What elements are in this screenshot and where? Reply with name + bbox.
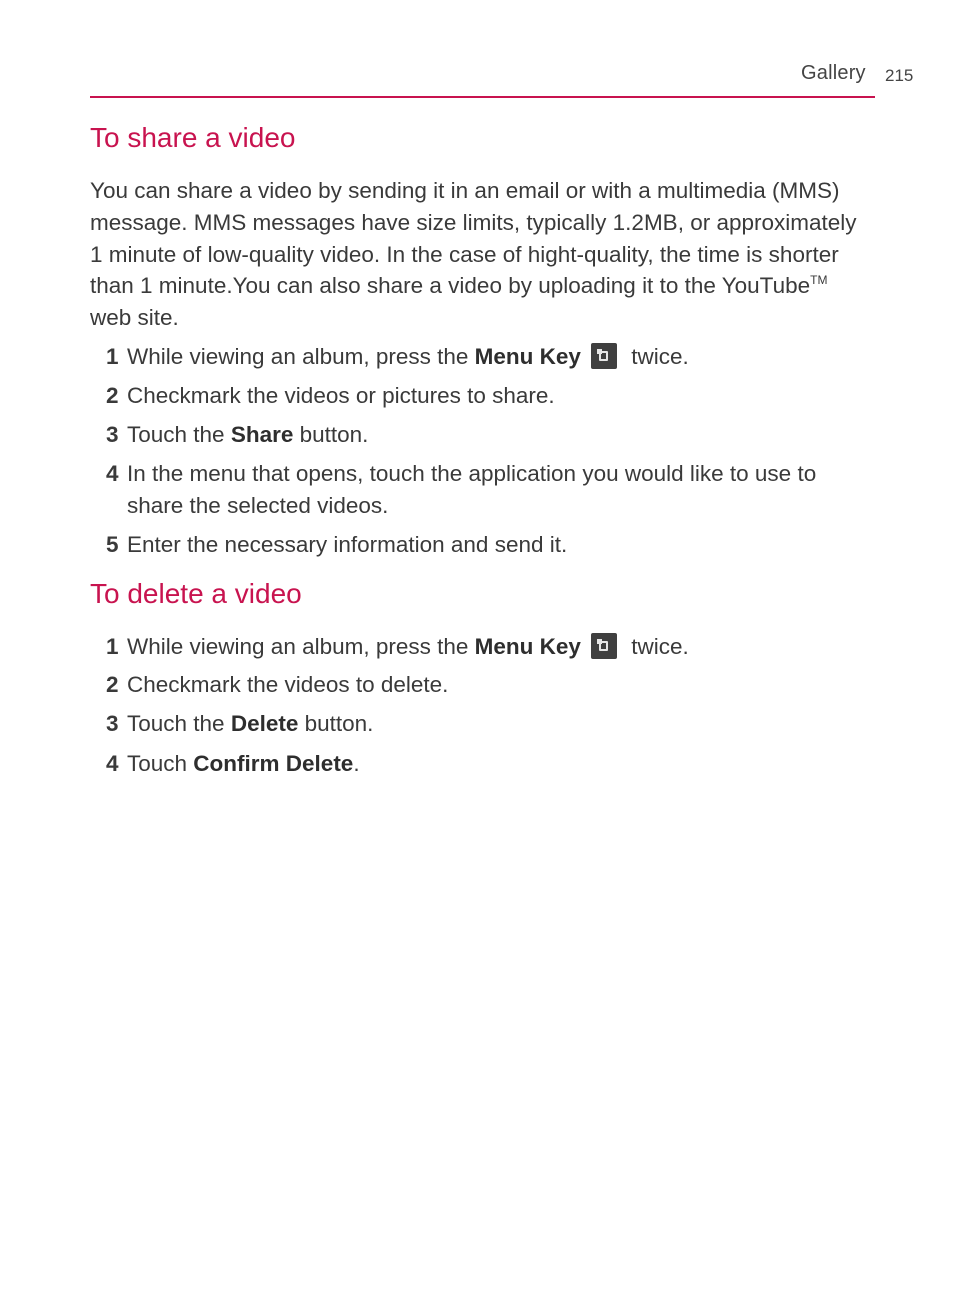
delete-video-heading: To delete a video (90, 578, 302, 609)
step-number: 3 (106, 422, 119, 447)
step-text-end: button. (298, 711, 374, 736)
trademark-mark: TM (810, 273, 828, 288)
step-text-end: button. (293, 422, 369, 447)
step-bold: Delete (230, 711, 299, 736)
step-text: Enter the necessary information and send it. (127, 532, 568, 557)
share-step (106, 529, 876, 561)
step-bold: Menu Key (474, 344, 581, 369)
step-number: 5 (106, 532, 119, 557)
step-bold: Share (230, 422, 294, 447)
step-text: While viewing an album, press the (127, 344, 475, 369)
step-text-end: twice. (624, 634, 689, 659)
step-text-end: twice. (624, 344, 689, 369)
delete-step (106, 631, 876, 663)
delete-step (106, 669, 876, 701)
intro-text-end: web site. (90, 305, 179, 331)
share-video-heading: To share a video (90, 122, 296, 153)
header-divider (90, 96, 875, 98)
delete-step (106, 748, 876, 780)
step-number: 2 (106, 672, 119, 697)
share-step (106, 380, 876, 412)
share-step (106, 341, 876, 373)
step-number: 2 (106, 383, 119, 408)
share-video-intro (90, 175, 870, 334)
step-number: 4 (106, 461, 119, 486)
step-text-end: . (353, 751, 360, 776)
step-text: While viewing an album, press the (127, 634, 475, 659)
step-text: In the menu that opens, touch the application you would like to use to share the selected videos. (127, 461, 817, 518)
menu-key-icon (591, 343, 617, 369)
menu-key-icon (591, 633, 617, 659)
step-text: Touch the (127, 711, 231, 736)
step-bold: Confirm Delete (193, 751, 354, 776)
step-number: 1 (106, 634, 119, 659)
step-number: 1 (106, 344, 119, 369)
running-header-section: Gallery (801, 62, 866, 84)
step-number: 4 (106, 751, 119, 776)
step-text: Checkmark the videos or pictures to share. (127, 383, 555, 408)
step-text: Touch (127, 751, 194, 776)
step-text: Touch the (127, 422, 231, 447)
share-step (106, 458, 876, 521)
step-text: Checkmark the videos to delete. (127, 672, 449, 697)
delete-step (106, 708, 876, 740)
step-bold: Menu Key (474, 634, 581, 659)
page-number: 215 (885, 66, 914, 85)
intro-text: You can share a video by sending it in an email or with a multimedia (MMS) message. MMS messages have size limits, typically 1.2MB, or approximately 1 minute of low-quality video. In the case of hight-quality, the time is shorter than 1 minute.You can also share a video by uploading it to the YouTube (90, 178, 857, 299)
share-step (106, 419, 876, 451)
step-number: 3 (106, 711, 119, 736)
